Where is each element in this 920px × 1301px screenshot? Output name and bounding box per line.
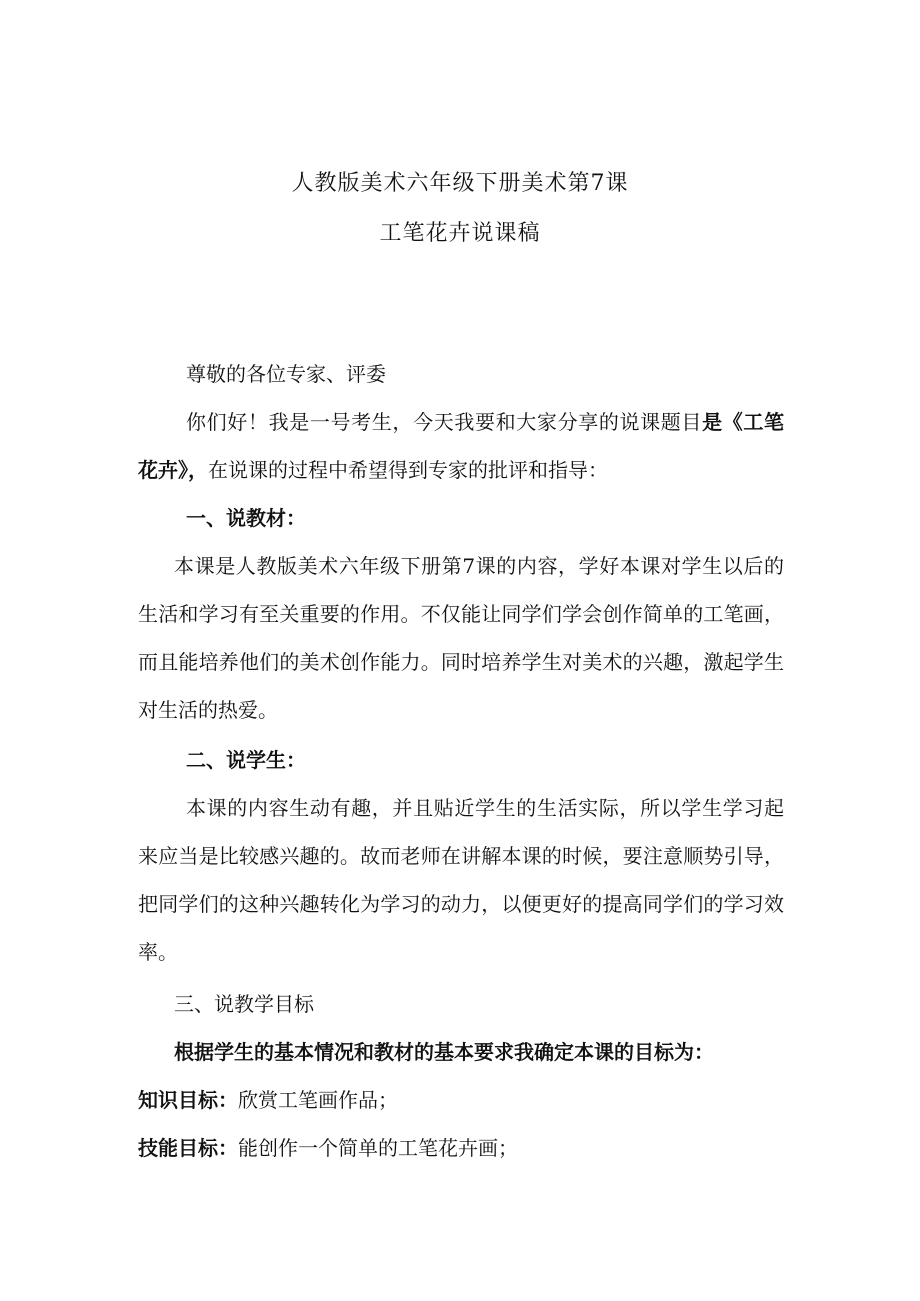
section-heading-2: 二、说学生：: [186, 748, 306, 772]
intro-paragraph: [138, 398, 784, 494]
goal-text: 能创作一个简单的工笔花卉画；: [238, 1136, 518, 1160]
goal-skill: [138, 1124, 780, 1172]
intro-text-2: 在说课的过程中希望得到专家的批评和指导：: [208, 458, 608, 482]
greeting: 尊敬的各位专家、评委: [186, 362, 386, 386]
goal-text: 欣赏工笔画作品；: [238, 1088, 398, 1112]
doc-subtitle: 工笔花卉说课稿: [379, 221, 541, 246]
doc-title: 人教版美术六年级下册美术第7课: [291, 171, 629, 196]
section-body-3: 根据学生的基本情况和教材的基本要求我确定本课的目标为：: [174, 1040, 714, 1064]
section-body-1: 本课是人教版美术六年级下册第7课的内容，学好本课对学生以后的生活和学习有至关重要的作用。不仅能让同学们学会创作简单的工笔画，而且能培养他们的美术创作能力。同时培养学生对美术的兴趣，激起学生对生活的热爱。: [138, 554, 784, 722]
goal-label: 知识目标：: [138, 1088, 238, 1112]
section-heading-3: 三、说教学目标: [174, 992, 314, 1016]
goal-knowledge: [138, 1076, 780, 1124]
intro-text-1: 你们好！我是一号考生，今天我要和大家分享的说课题目: [186, 410, 703, 434]
goal-label: 技能目标：: [138, 1136, 238, 1160]
section-heading-1: 一、说教材：: [186, 506, 306, 530]
section-body-2: 本课的内容生动有趣，并且贴近学生的生活实际，所以学生学习起来应当是比较感兴趣的。故而老师在讲解本课的时候，要注意顺势引导，把同学们的这种兴趣转化为学习的动力，以便更好的提高同学们的学习效率。: [138, 796, 784, 964]
intro-lesson-title: 是《工笔花卉》，: [138, 410, 785, 482]
